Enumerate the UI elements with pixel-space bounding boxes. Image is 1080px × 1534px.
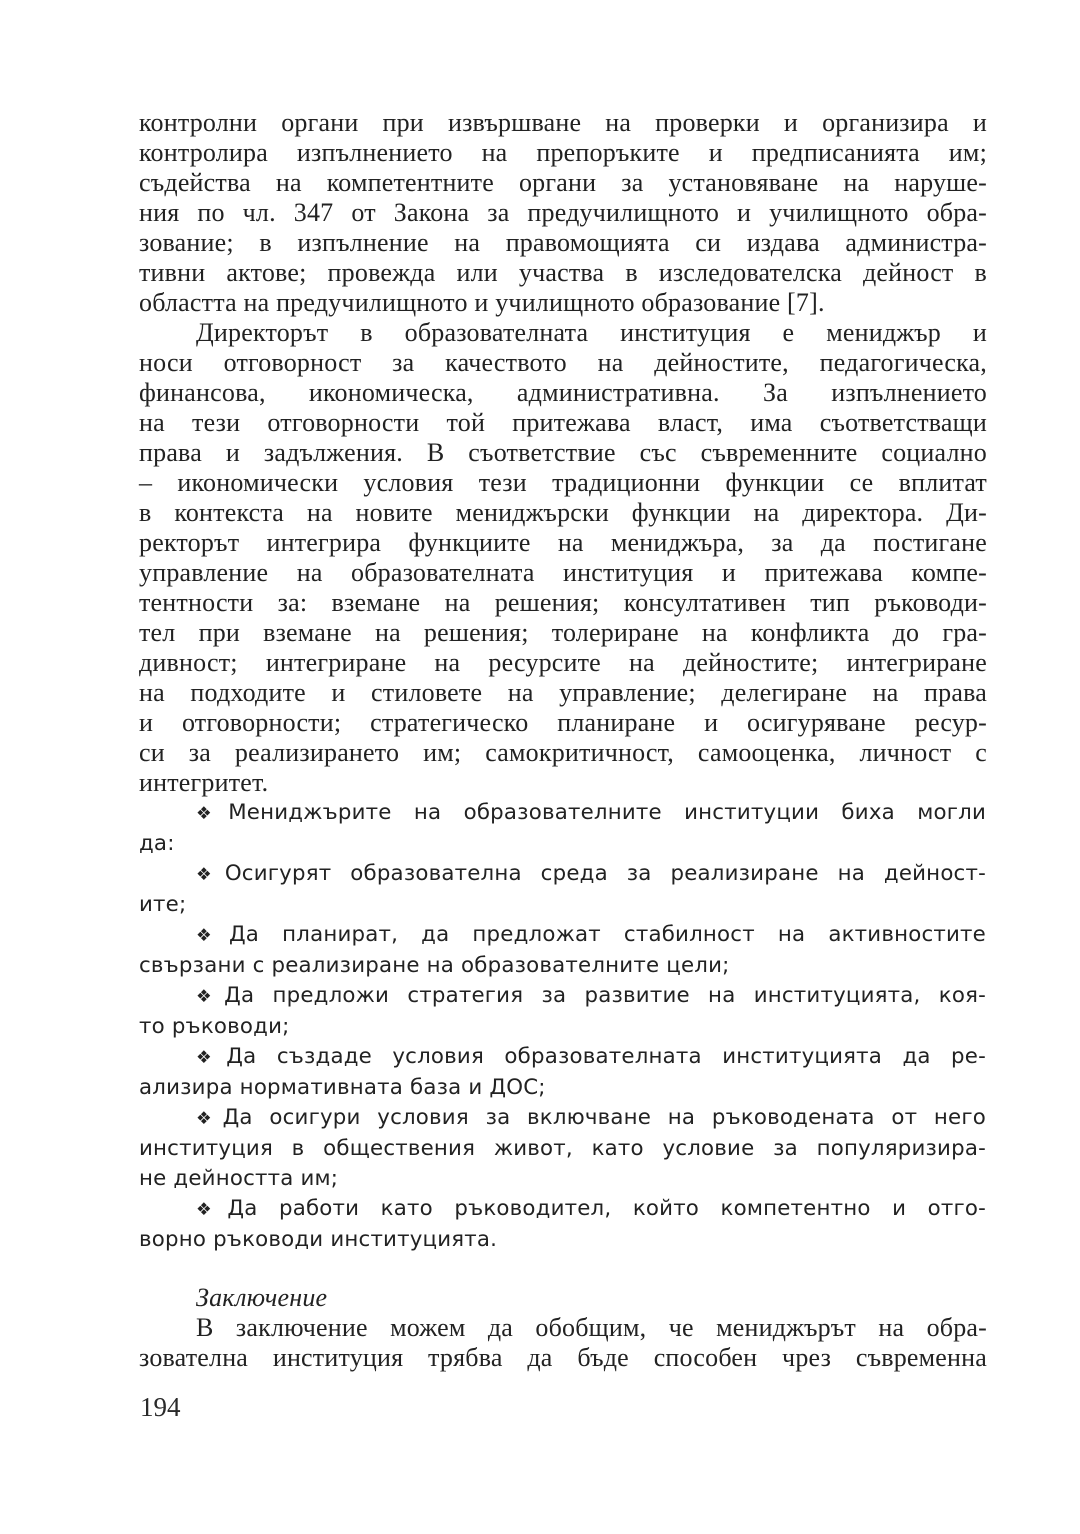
paragraph <box>139 1313 987 1373</box>
text-line: носи отговорност за качеството на дейностите, педагогическа, <box>139 348 987 377</box>
text-line: права и задължения. В съответствие със съвременните социално <box>139 438 987 467</box>
text-line: контролни органи при извършване на проверки и организира и <box>139 108 987 137</box>
page-number: 194 <box>140 1392 181 1422</box>
bullet-diamond-icon: ❖ <box>196 987 224 1007</box>
text-line: ректорът интегрира функциите на мениджъра, за да постигане <box>139 528 987 557</box>
bullet-diamond-icon: ❖ <box>196 926 228 946</box>
text-line: на подходите и стиловете на управление; делегиране на права <box>139 678 987 707</box>
text-line: ❖Осигурят образователна среда за реализиране на дейност- <box>196 861 986 886</box>
text-line: зование; в изпълнение на правомощията си издава администра- <box>139 228 987 257</box>
text-line: ния по чл. 347 от Закона за предучилищното и училищното обра- <box>139 198 987 227</box>
text-line: управление на образователната институция и притежава компе- <box>139 558 987 587</box>
section-heading <box>139 1283 987 1313</box>
page-text <box>139 108 987 1373</box>
text-line: ❖Да планират, да предложат стабилност на активностите <box>196 922 986 947</box>
bullet-item <box>139 920 987 981</box>
bullet-item <box>139 1042 987 1103</box>
text-line: институция в обществения живот, като условие за популяризира- <box>139 1136 986 1161</box>
text-line: тентности за: вземане на решения; консултативен тип ръководи- <box>139 588 987 617</box>
paragraph <box>139 108 987 318</box>
text-line: не дейността им; <box>139 1166 339 1191</box>
paragraph <box>139 318 987 798</box>
paragraph-spacer <box>139 1255 987 1283</box>
text-line: свързани с реализиране на образователните цели; <box>139 953 730 978</box>
text-line: ите; <box>139 892 187 917</box>
bullet-item <box>139 859 987 920</box>
text-line: ворно ръководи институцията. <box>139 1227 498 1252</box>
bullet-diamond-icon: ❖ <box>196 804 228 824</box>
bullet-diamond-icon: ❖ <box>196 1109 222 1129</box>
text-line: съдейства на компетентните органи за установяване на наруше- <box>139 168 987 197</box>
text-line: интегритет. <box>139 768 269 797</box>
text-line: контролира изпълнението на препоръките и предписанията им; <box>139 138 987 167</box>
text-line: зователна институция трябва да бъде способен чрез съвременна <box>139 1343 987 1372</box>
text-line: областта на предучилищното и училищното образование [7]. <box>139 288 825 317</box>
text-line: ❖Да осигури условия за включване на ръководената от него <box>196 1105 986 1130</box>
text-line: финансова, икономическа, административна. За изпълнението <box>139 378 987 407</box>
text-line: В заключение можем да обобщим, че мениджърът на обра- <box>196 1313 987 1342</box>
text-line: да: <box>139 831 175 856</box>
text-line: и отговорности; стратегическо планиране и осигуряване ресур- <box>139 708 987 737</box>
text-line: тивни актове; провежда или участва в изследователска дейност в <box>139 258 987 287</box>
bullet-item <box>139 798 987 859</box>
bullet-item <box>139 981 987 1042</box>
text-line: ❖Да предложи стратегия за развитие на институцията, коя- <box>196 983 986 1008</box>
text-line: дивност; интегриране на ресурсите на дейностите; интегриране <box>139 648 987 677</box>
text-line: тел при вземане на решения; толериране на конфликта до гра- <box>139 618 987 647</box>
text-line: на тези отговорности той притежава власт, има съответстващи <box>139 408 987 437</box>
text-line: си за реализирането им; самокритичност, самооценка, личност с <box>139 738 987 767</box>
text-line: ❖Да работи като ръководител, който компетентно и отго- <box>196 1196 986 1221</box>
text-line: Директорът в образователната институция е мениджър и <box>196 318 987 347</box>
text-line: ализира нормативната база и ДОС; <box>139 1075 546 1100</box>
text-line: ❖Да създаде условия образователната институцията да ре- <box>196 1044 986 1069</box>
bullet-item <box>139 1194 987 1255</box>
bullet-diamond-icon: ❖ <box>196 1200 227 1220</box>
bullet-item <box>139 1103 987 1194</box>
bullet-diamond-icon: ❖ <box>196 1048 226 1068</box>
text-line: – икономически условия тези традиционни функции се вплитат <box>139 468 987 497</box>
section-heading-text: Заключение <box>196 1283 328 1312</box>
bullet-diamond-icon: ❖ <box>196 865 224 885</box>
text-line: то ръководи; <box>139 1014 290 1039</box>
text-line: в контекста на новите мениджърски функции на директора. Ди- <box>139 498 987 527</box>
text-line: ❖Мениджърите на образователните институции биха могли <box>196 800 986 825</box>
